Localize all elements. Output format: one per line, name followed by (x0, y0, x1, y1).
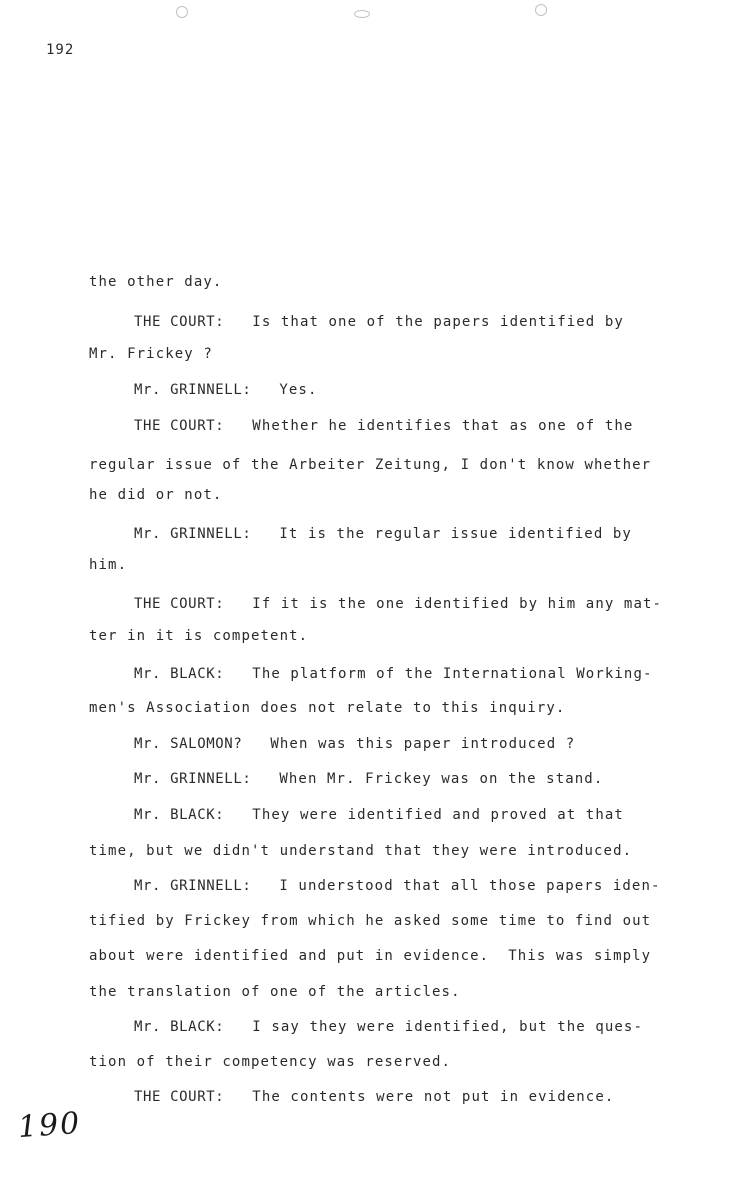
line-text: If it is the one identified by him any mat- (252, 596, 663, 612)
line-text: I understood that all those papers iden- (279, 878, 661, 894)
ink-smudge (354, 10, 370, 18)
transcript-line (89, 913, 651, 929)
transcript-line (89, 700, 565, 716)
speaker-label: THE COURT: (134, 314, 225, 330)
speaker-line (134, 771, 603, 787)
line-text: The platform of the International Working- (252, 666, 653, 682)
speaker-label: Mr. BLACK: (134, 807, 225, 823)
line-text: When was this paper introduced ? (270, 736, 576, 752)
line-text: Mr. Frickey ? (89, 346, 213, 362)
line-text: When Mr. Frickey was on the stand. (279, 771, 604, 787)
speaker-line (134, 736, 575, 752)
line-text: the translation of one of the articles. (89, 984, 461, 1000)
speaker-label: Mr. GRINNELL: (134, 526, 252, 542)
line-text: I say they were identified, but the ques- (252, 1019, 643, 1035)
line-text: Is that one of the papers identified by (252, 314, 624, 330)
transcript-line (89, 457, 651, 473)
speaker-label: THE COURT: (134, 418, 225, 434)
speaker-line (134, 1089, 614, 1105)
line-text: It is the regular issue identified by (279, 526, 632, 542)
speaker-label: Mr. BLACK: (134, 1019, 225, 1035)
speaker-line (134, 314, 624, 330)
transcript-line (89, 274, 222, 290)
speaker-label: Mr. SALOMON? (134, 736, 243, 752)
line-text: ter in it is competent. (89, 628, 309, 644)
line-text: time, but we didn't understand that they were introduced. (89, 843, 633, 859)
speaker-line (134, 382, 318, 398)
speaker-line (134, 1019, 643, 1035)
line-text: about were identified and put in evidence. This was simply (89, 948, 652, 964)
line-text: tion of their competency was reserved. (89, 1054, 452, 1070)
line-text: The contents were not put in evidence. (252, 1089, 615, 1105)
ink-smudge (535, 4, 547, 16)
page-number: 192 (46, 42, 75, 58)
ink-smudge (176, 6, 188, 18)
speaker-line (134, 526, 632, 542)
speaker-line (134, 666, 653, 682)
transcript-line (89, 843, 632, 859)
line-text: men's Association does not relate to this inquiry. (89, 700, 566, 716)
transcript-line (89, 628, 308, 644)
speaker-line (134, 807, 624, 823)
transcript-line (89, 557, 127, 573)
speaker-line (134, 596, 662, 612)
line-text: tified by Frickey from which he asked some time to find out (89, 913, 652, 929)
speaker-label: THE COURT: (134, 596, 225, 612)
transcript-line (89, 487, 222, 503)
speaker-label: Mr. GRINNELL: (134, 382, 252, 398)
transcript-line (89, 1054, 451, 1070)
line-text: him. (89, 557, 128, 573)
line-text: Whether he identifies that as one of the (252, 418, 634, 434)
speaker-label: Mr. GRINNELL: (134, 878, 252, 894)
line-text: regular issue of the Arbeiter Zeitung, I don't know whether (89, 457, 652, 473)
speaker-label: Mr. GRINNELL: (134, 771, 252, 787)
line-text: the other day. (89, 274, 223, 290)
transcript-line (89, 948, 651, 964)
transcript-line (89, 346, 213, 362)
line-text: They were identified and proved at that (252, 807, 624, 823)
handwritten-page-note: 190 (16, 1105, 83, 1146)
speaker-line (134, 878, 661, 894)
line-text: he did or not. (89, 487, 223, 503)
line-text: Yes. (279, 382, 318, 398)
transcript-line (89, 984, 461, 1000)
speaker-line (134, 418, 633, 434)
speaker-label: THE COURT: (134, 1089, 225, 1105)
speaker-label: Mr. BLACK: (134, 666, 225, 682)
